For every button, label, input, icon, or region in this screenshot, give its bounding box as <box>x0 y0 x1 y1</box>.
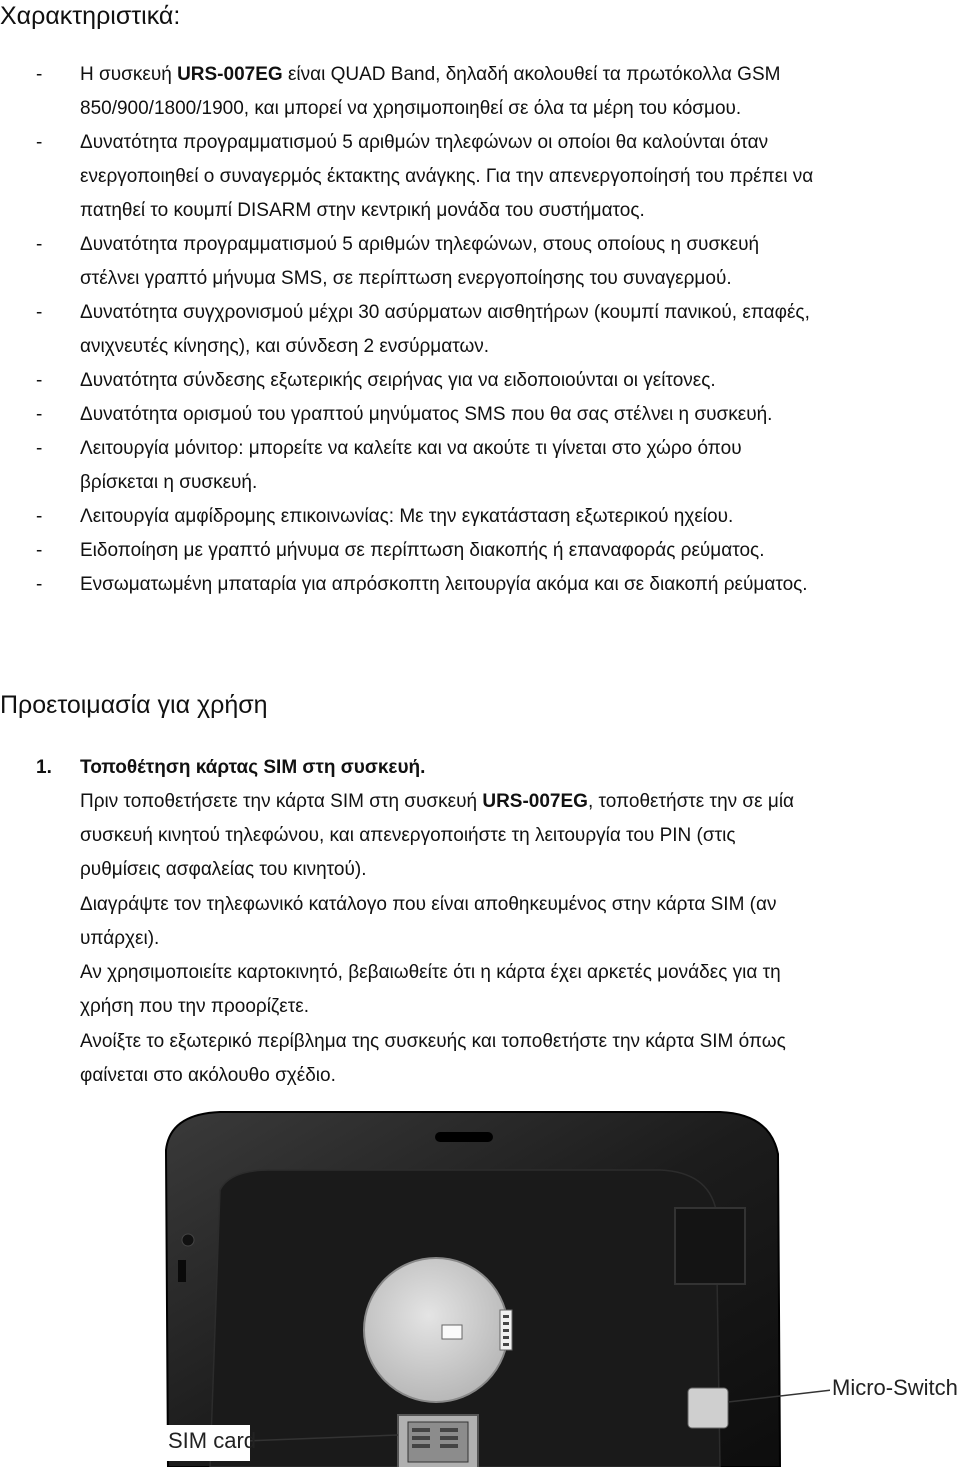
feature-line: Δυνατότητα σύνδεσης εξωτερικής σειρήνας για να ειδοποιούνται οι γείτονες. <box>80 370 716 391</box>
bullet-dash: - <box>36 540 43 561</box>
feature-line: Ενσωματωμένη μπαταρία για απρόσκοπτη λειτουργία ακόμα και σε διακοπή ρεύματος. <box>80 574 808 595</box>
feature-line: Δυνατότητα προγραμματισμού 5 αριθμών τηλεφώνων οι οποίοι θα καλούνται όταν <box>80 132 769 153</box>
preparation-heading: Προετοιμασία για χρήση <box>0 691 268 719</box>
feature-line: ανιχνευτές κίνησης), και σύνδεση 2 ενσύρματων. <box>80 336 490 357</box>
feature-line: 850/900/1800/1900, και μπορεί να χρησιμοποιηθεί σε όλα τα μέρη του κόσμου. <box>80 98 742 119</box>
screw-hole-left <box>182 1234 194 1246</box>
step-title: Τοποθέτηση κάρτας SIM στη συσκευή. <box>80 757 426 778</box>
model-name: URS-007EG <box>177 64 283 85</box>
step-paragraph-line: φαίνεται στο ακόλουθο σχέδιο. <box>80 1065 336 1086</box>
sim-card-label: SIM card <box>168 1428 257 1453</box>
feature-line: Δυνατότητα συγχρονισμού μέχρι 30 ασύρματων αισθητήρων (κουμπί πανικού, επαφές, <box>80 302 810 323</box>
bullet-dash: - <box>36 64 43 85</box>
disc-small-port <box>442 1325 462 1339</box>
feature-line: πατηθεί το κουμπί DISARM στην κεντρική μονάδα του συστήματος. <box>80 200 645 221</box>
feature-line: Ειδοποίηση με γραπτό μήνυμα σε περίπτωση διακοπής ή επαναφοράς ρεύματος. <box>80 540 765 561</box>
device-diagram <box>160 1110 960 1467</box>
feature-line: Δυνατότητα προγραμματισμού 5 αριθμών τηλεφώνων, στους οποίους η συσκευή <box>80 234 760 255</box>
center-disc <box>364 1258 508 1402</box>
feature-line: βρίσκεται η συσκευή. <box>80 472 258 493</box>
features-list <box>0 58 960 602</box>
feature-item <box>0 126 960 228</box>
bullet-dash: - <box>36 506 43 527</box>
step-paragraph-line: ρυθμίσεις ασφαλείας του κινητού). <box>80 859 367 880</box>
feature-line: στέλνει γραπτό μήνυμα SMS, σε περίπτωση ενεργοποίησης του συναγερμού. <box>80 268 732 289</box>
top-slot <box>435 1132 493 1142</box>
feature-item <box>0 568 960 602</box>
bullet-dash: - <box>36 438 43 459</box>
feature-item <box>0 432 960 500</box>
device-back-drawing <box>160 1110 960 1467</box>
feature-line: Λειτουργία αμφίδρομης επικοινωνίας: Με την εγκατάσταση εξωτερικού ηχείου. <box>80 506 734 527</box>
step-paragraph-line: χρήση που την προορίζετε. <box>80 996 310 1017</box>
model-name: URS-007EG <box>482 791 588 812</box>
feature-line: Δυνατότητα ορισμού του γραπτού μηνύματος SMS που θα σας στέλνει η συσκευή. <box>80 404 773 425</box>
feature-item <box>0 364 960 398</box>
switch-window <box>675 1208 745 1284</box>
feature-item <box>0 58 960 126</box>
bullet-dash: - <box>36 574 43 595</box>
bullet-dash: - <box>36 404 43 425</box>
bullet-dash: - <box>36 302 43 323</box>
micro-switch-label: Micro-Switch <box>832 1375 958 1400</box>
step-paragraph-line: Πριν τοποθετήσετε την κάρτα SIM στη συσκευή URS-007EG, τοποθετήστε την σε μία <box>80 791 795 812</box>
step-paragraph-line: Αν χρησιμοποιείτε καρτοκινητό, βεβαιωθείτε ότι η κάρτα έχει αρκετές μονάδες για τη <box>80 962 781 983</box>
feature-item <box>0 500 960 534</box>
feature-line: Λειτουργία μόνιτορ: μπορείτε να καλείτε και να ακούτε τι γίνεται στο χώρο όπου <box>80 438 742 459</box>
micro-switch <box>688 1388 728 1428</box>
feature-item <box>0 398 960 432</box>
step-number: 1. <box>36 757 52 778</box>
features-heading: Χαρακτηριστικά: <box>0 2 181 30</box>
feature-line: Η συσκευή URS-007EG είναι QUAD Band, δηλαδή ακολουθεί τα πρωτόκολλα GSM <box>80 64 781 85</box>
bullet-dash: - <box>36 234 43 255</box>
step-paragraph-line: συσκευή κινητού τηλεφώνου, και απενεργοποιήστε τη λειτουργία του PIN (στις <box>80 825 736 846</box>
bullet-dash: - <box>36 370 43 391</box>
feature-item <box>0 296 960 364</box>
feature-item <box>0 534 960 568</box>
feature-item <box>0 228 960 296</box>
step-paragraph-line: υπάρχει). <box>80 928 160 949</box>
bullet-dash: - <box>36 132 43 153</box>
side-notch <box>178 1260 186 1282</box>
step-paragraph-line: Διαγράψτε τον τηλεφωνικό κατάλογο που είναι αποθηκευμένος στην κάρτα SIM (αν <box>80 894 777 915</box>
step-paragraph-line: Ανοίξτε το εξωτερικό περίβλημα της συσκευής και τοποθετήστε την κάρτα SIM όπως <box>80 1031 786 1052</box>
feature-line: ενεργοποιηθεί ο συναγερμός έκτακτης ανάγκης. Για την απενεργοποίησή του πρέπει να <box>80 166 814 187</box>
